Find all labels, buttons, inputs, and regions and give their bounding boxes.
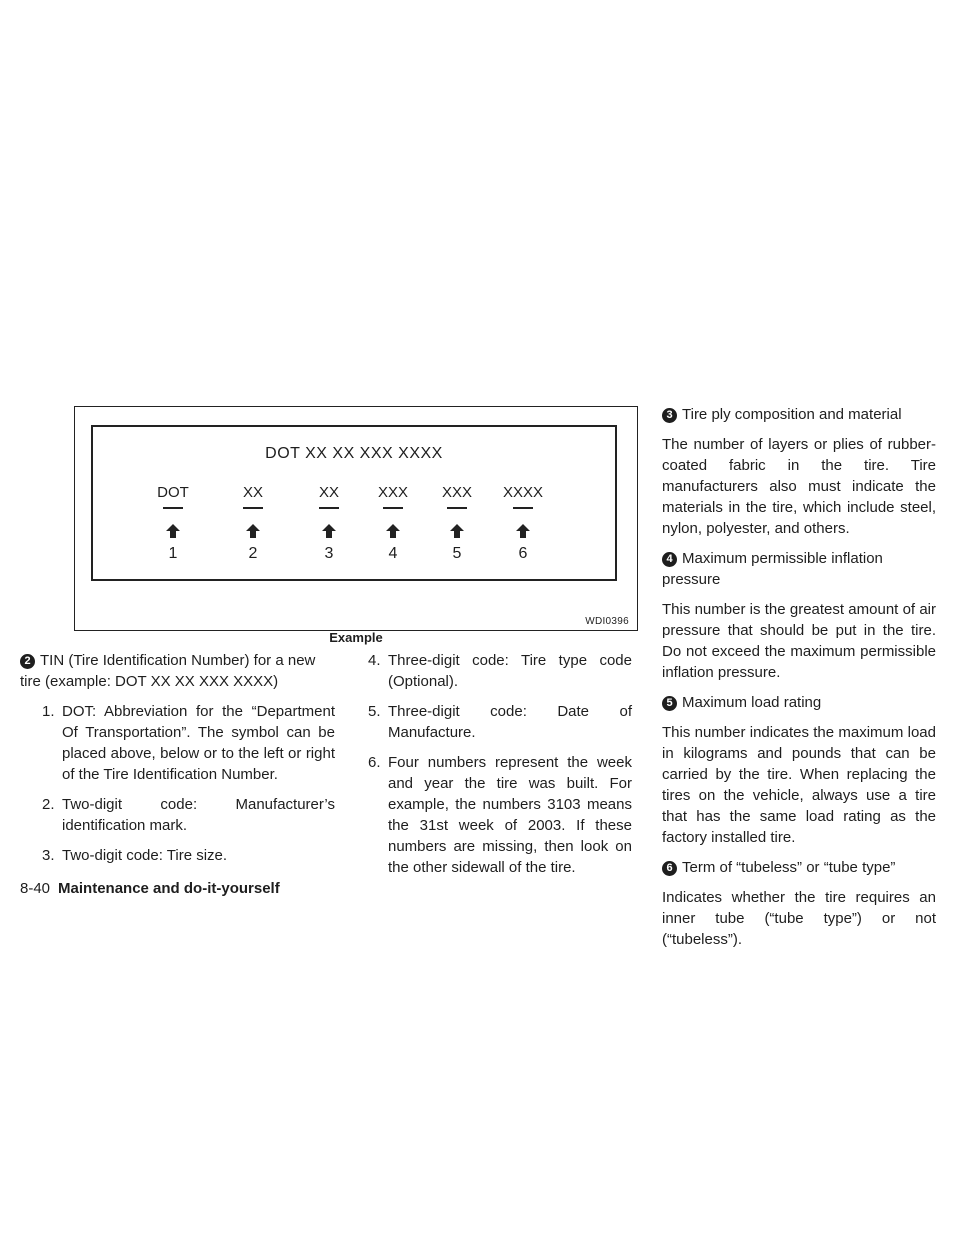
text-column-right (662, 404, 936, 959)
up-arrow-icon (449, 523, 465, 539)
list-item-text: Two-digit code: Manufacturer’s identification mark. (62, 796, 335, 834)
section-3-heading (662, 404, 936, 425)
section-5-body: This number indicates the maximum load in kilograms and pounds that can be carried by the tire. When replacing the tires on the vehicle, always use a tire that has the same load rating as the factory installed tire. (662, 724, 936, 846)
underline-mark (163, 507, 183, 509)
tin-part-1 (133, 483, 213, 563)
underline-mark (447, 507, 467, 509)
tin-part-code: XX (242, 484, 263, 501)
page-number: 8-40 (20, 880, 51, 897)
section-4-body: This number is the greatest amount of air pressure that should be put in the tire. Do not exceed the maximum permissible inflation pressure. (662, 601, 936, 681)
tin-part-number: 5 (452, 545, 462, 562)
tin-part-number: 4 (388, 545, 398, 562)
list-item (368, 650, 632, 692)
tin-part-number: 3 (324, 545, 334, 562)
section-4-heading (662, 548, 936, 590)
tin-part-code: XXX (441, 484, 472, 501)
underline-mark (513, 507, 533, 509)
tin-part-code: XXXX (502, 484, 544, 501)
list-item-number: 6. (368, 754, 381, 771)
tin-part-code: XXX (377, 484, 408, 501)
list-item (42, 845, 335, 866)
list-item-number: 2. (42, 796, 55, 813)
circled-number-6-icon: 6 (662, 861, 677, 876)
circled-number-4-icon: 4 (662, 552, 677, 567)
tin-example-code: DOT XX XX XXX XXXX (265, 445, 443, 462)
section-3-body: The number of layers or plies of rubber-coated fabric in the tire. Tire manufacturers also must indicate the materials in the tire, which include steel, nylon, polyester, and others. (662, 436, 936, 537)
up-arrow-icon (321, 523, 337, 539)
list-item-number: 3. (42, 847, 55, 864)
tin-part-6 (483, 483, 563, 563)
list-item (42, 701, 335, 785)
list-item (42, 794, 335, 836)
list-item (368, 752, 632, 878)
list-item-text: Three-digit code: Tire type code (Optional). (388, 652, 632, 690)
underline-mark (243, 507, 263, 509)
section-3-heading-text: Tire ply composition and material (682, 406, 902, 423)
list-item-text: DOT: Abbreviation for the “Department Of Transportation”. The symbol can be placed above, below or to the left or right of the Tire Identification Number. (62, 703, 335, 783)
tin-part-number: 6 (518, 545, 528, 562)
underline-mark (383, 507, 403, 509)
list-item (368, 701, 632, 743)
figure-caption: Example (329, 630, 383, 645)
up-arrow-icon (165, 523, 181, 539)
section-5-heading (662, 692, 936, 713)
page-footer (20, 880, 280, 897)
section-2-heading (20, 650, 335, 692)
list-item-number: 5. (368, 703, 381, 720)
text-column-left (20, 650, 335, 875)
section-5-heading-text: Maximum load rating (682, 694, 822, 711)
tin-part-code: XX (318, 484, 339, 501)
section-4-heading-text: Maximum permissible inflation pressure (662, 550, 883, 588)
section-6-heading (662, 857, 936, 878)
circled-number-2-icon: 2 (20, 654, 35, 669)
text-column-middle (368, 650, 632, 887)
circled-number-5-icon: 5 (662, 696, 677, 711)
tin-part-number: 1 (168, 545, 178, 562)
section-title: Maintenance and do-it-yourself (58, 880, 280, 897)
list-item-text: Four numbers represent the week and year the tire was built. For example, the numbers 3103 means the 31st week of 2003. If these numbers are missing, then look on the other sidewall of the tire. (388, 754, 632, 876)
underline-mark (319, 507, 339, 509)
list-item-text: Three-digit code: Date of Manufacture. (388, 703, 632, 741)
list-item-text: Two-digit code: Tire size. (62, 847, 228, 864)
tin-part-number: 2 (248, 545, 258, 562)
up-arrow-icon (245, 523, 261, 539)
up-arrow-icon (385, 523, 401, 539)
figure-reference-code: WDI0396 (585, 616, 629, 627)
tin-part-code: DOT (157, 484, 189, 501)
section-2-heading-text: TIN (Tire Identification Number) for a new tire (example: DOT XX XX XXX XXXX) (20, 652, 316, 690)
section-6-body: Indicates whether the tire requires an inner tube (“tube type”) or not (“tubeless”). (662, 889, 936, 948)
circled-number-3-icon: 3 (662, 408, 677, 423)
section-6-heading-text: Term of “tubeless” or “tube type” (682, 859, 896, 876)
list-item-number: 4. (368, 652, 381, 669)
tin-example-figure (74, 406, 638, 631)
list-item-number: 1. (42, 703, 55, 720)
tin-diagram-box (91, 425, 617, 581)
tin-part-2 (213, 483, 293, 563)
up-arrow-icon (515, 523, 531, 539)
